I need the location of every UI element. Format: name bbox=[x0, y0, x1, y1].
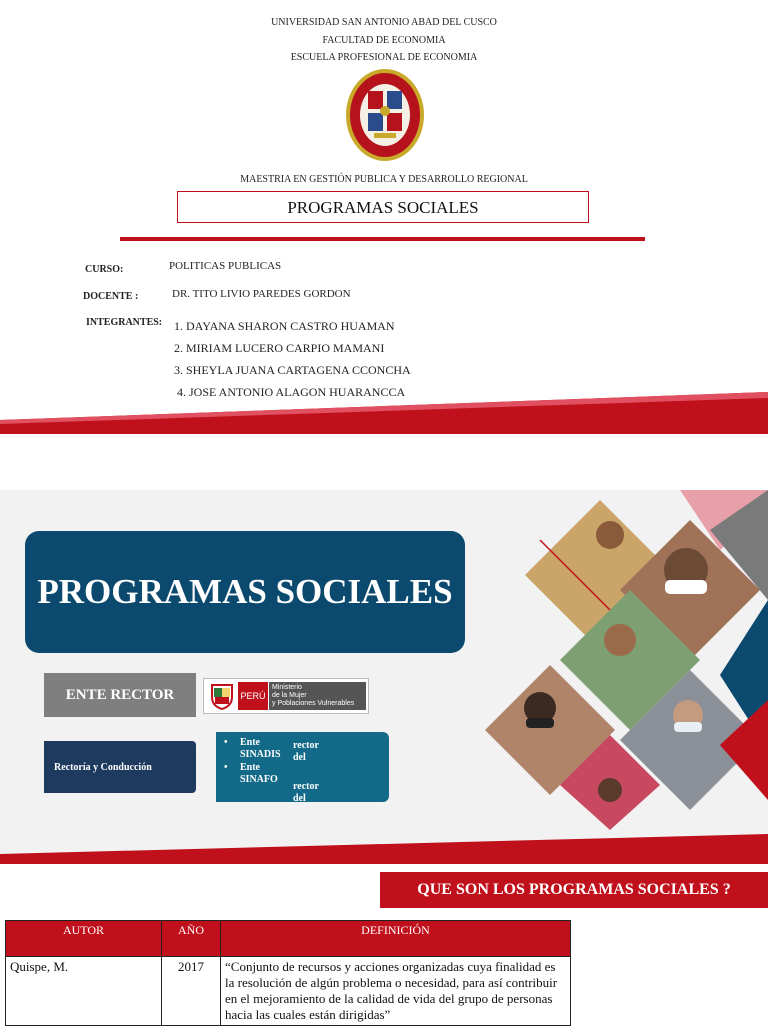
question-heading: QUE SON LOS PROGRAMAS SOCIALES ? bbox=[380, 872, 768, 908]
ministry-logo bbox=[203, 678, 369, 714]
ministry-name bbox=[269, 682, 366, 710]
column-header: AÑO bbox=[162, 921, 221, 957]
member-item: 2. MIRIAM LUCERO CARPIO MAMANI bbox=[174, 341, 385, 355]
ministry-line: de la Mujer bbox=[272, 692, 307, 699]
bullet-item-tail: rector del bbox=[293, 781, 319, 802]
member-item: 1. DAYANA SHARON CASTRO HUAMAN bbox=[174, 319, 395, 333]
school-name: ESCUELA PROFESIONAL DE ECONOMIA bbox=[290, 52, 478, 63]
column-header: DEFINICIÓN bbox=[221, 921, 571, 957]
author-cell: Quispe, M. bbox=[6, 957, 162, 1026]
members-label: INTEGRANTES: bbox=[86, 317, 163, 328]
photo-collage bbox=[460, 490, 768, 830]
peru-label: PERÚ bbox=[238, 682, 268, 710]
definition-table bbox=[5, 920, 571, 1026]
course-label: CURSO: bbox=[85, 264, 124, 275]
member-item: 3. SHEYLA JUANA CARTAGENA CCONCHA bbox=[174, 363, 411, 377]
faculty-name: FACULTAD DE ECONOMIA bbox=[322, 35, 446, 46]
slide-programas bbox=[0, 490, 768, 864]
peru-shield-icon bbox=[208, 682, 236, 710]
rectoria-label: Rectoría y Conducción bbox=[44, 741, 196, 793]
year-cell: 2017 bbox=[162, 957, 221, 1026]
university-name: UNIVERSIDAD SAN ANTONIO ABAD DEL CUSCO bbox=[271, 17, 497, 28]
divider bbox=[120, 237, 645, 241]
slide-title: PROGRAMAS SOCIALES bbox=[25, 531, 465, 653]
teacher-value: DR. TITO LIVIO PAREDES GORDON bbox=[172, 288, 351, 300]
bullet-list bbox=[216, 732, 389, 802]
course-value: POLITICAS PUBLICAS bbox=[169, 260, 282, 272]
table-header-row bbox=[6, 921, 571, 957]
column-header: AUTOR bbox=[6, 921, 162, 957]
red-wave-decoration bbox=[0, 834, 768, 864]
title-box: PROGRAMAS SOCIALES bbox=[177, 191, 589, 223]
bullet-icon: • bbox=[224, 762, 228, 773]
red-wave-decoration bbox=[0, 390, 768, 434]
teacher-label: DOCENTE : bbox=[83, 291, 139, 302]
definition-cell: “Conjunto de recursos y acciones organizadas cuya finalidad es la resolución de algún problema o necesidad, para así contribuir en el mejoramiento de la calidad de vida del grupo de personas hacia las cuales están dirigidas” bbox=[221, 957, 571, 1026]
bullet-icon: • bbox=[224, 737, 228, 748]
member-item: 4. JOSE ANTONIO ALAGON HUARANCCA bbox=[177, 385, 406, 399]
university-crest-icon bbox=[344, 67, 426, 163]
table-row bbox=[6, 957, 571, 1026]
bullet-item: Ente SINADIS bbox=[240, 737, 281, 760]
bullet-item-tail: rector del bbox=[293, 740, 319, 763]
master-program: MAESTRIA EN GESTIÓN PUBLICA Y DESARROLLO REGIONAL bbox=[240, 174, 528, 185]
ente-rector-label: ENTE RECTOR bbox=[44, 673, 196, 717]
ministry-line: Ministerio bbox=[272, 684, 302, 691]
ministry-line: y Poblaciones Vulnerables bbox=[272, 700, 355, 707]
bullet-item: Ente SINAFO bbox=[240, 762, 278, 785]
